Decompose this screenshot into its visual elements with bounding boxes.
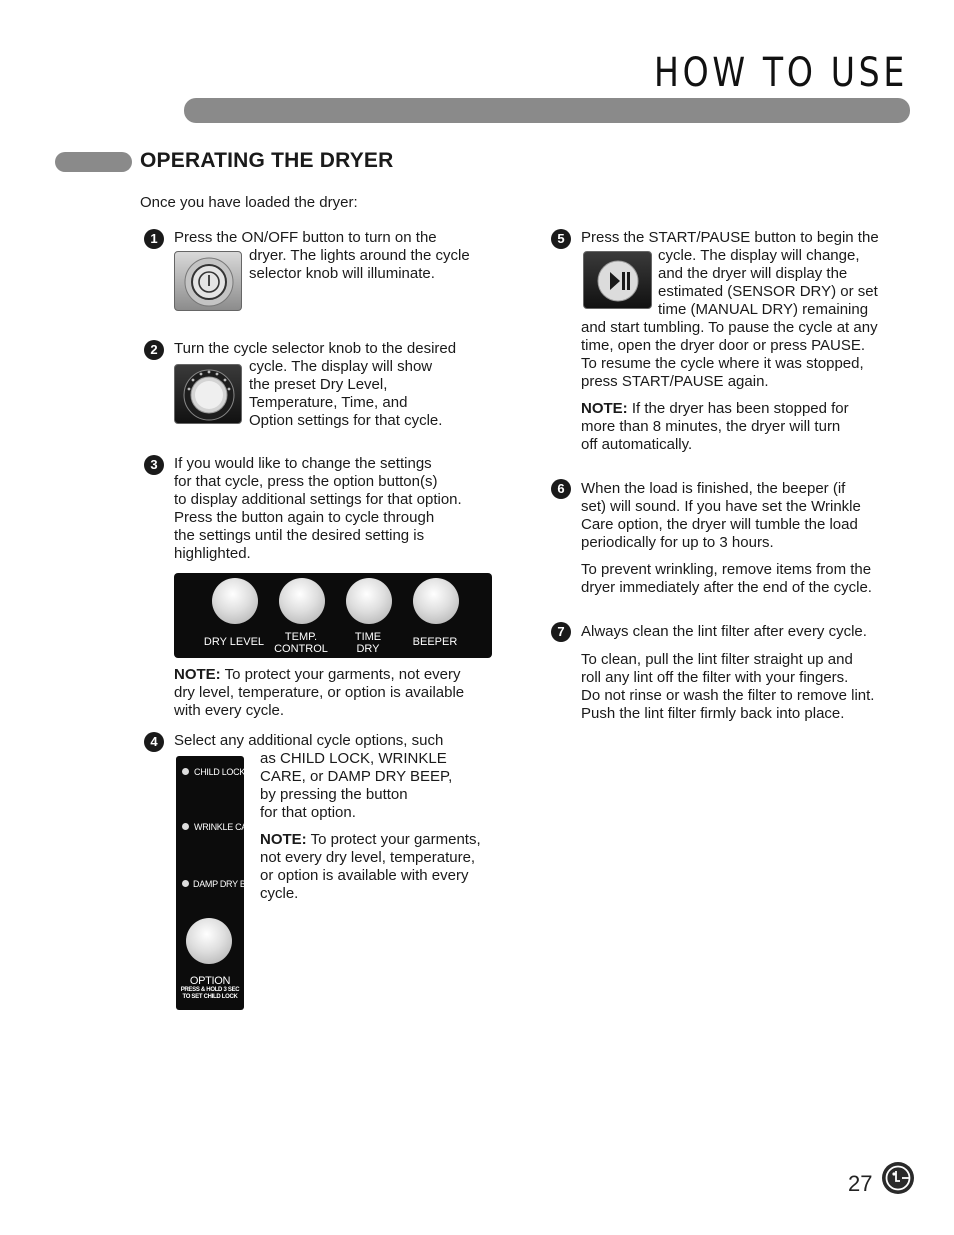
step-number-1: 1 [144,229,164,249]
step-number-6: 6 [551,479,571,499]
step-4-text: as CHILD LOCK, WRINKLE CARE, or DAMP DRY BEEP, by pressing the button for that option. [260,750,453,821]
power-button-image [174,251,242,311]
step-number-3: 3 [144,455,164,475]
child-lock-label: CHILD LOCK [194,767,246,777]
step-5-line-1: Press the START/PAUSE button to begin the [581,229,879,246]
step-number-7: 7 [551,622,571,642]
option-buttons-panel [174,573,492,658]
step-3-note: NOTE: To protect your garments, not every dry level, temperature, or option is available with every cycle. [174,666,465,719]
play-pause-icon [584,252,653,310]
time-dry-button [346,578,392,624]
section-title: OPERATING THE DRYER [140,149,394,172]
damp-dry-beep-label: DAMP DRY BEEP [193,879,263,889]
step-5-note: NOTE: If the dryer has been stopped for more than 8 minutes, the dryer will turn off automatically. [581,400,849,453]
step-1-text: dryer. The lights around the cycle selector knob will illuminate. [249,247,470,282]
step-7-instructions: To clean, pull the lint filter straight up and roll any lint off the filter with your fingers. Do not rinse or wash the filter to remove lint. Push the lint filter firmly back into place. [581,651,875,722]
step-number-5: 5 [551,229,571,249]
beeper-label: BEEPER [412,636,458,648]
wrinkle-care-indicator [182,823,189,830]
step-2-text: cycle. The display will show the preset Dry Level, Temperature, Time, and Option settings for that cycle. [249,358,443,429]
child-lock-hint: PRESS & HOLD 3 SEC TO SET CHILD LOCK [180,987,240,1000]
dry-level-button [212,578,258,624]
step-3-text: If you would like to change the settings for that cycle, press the option button(s) to display additional settings for that option. Press the button again to cycle through the settings until the desired setting is highlighted. [174,455,462,562]
time-dry-label: TIME DRY [354,631,382,655]
cycle-knob-image [174,364,242,424]
damp-dry-beep-indicator [182,880,189,887]
step-7-line-1: Always clean the lint filter after every cycle. [581,623,867,640]
step-5-text-b: and start tumbling. To pause the cycle at any time, open the dryer door or press PAUSE. To resume the cycle where it was stopped, press START/PAUSE again. [581,319,878,390]
temp-control-button [279,578,325,624]
page-number: 27 [848,1171,873,1196]
temp-control-label: TEMP. CONTROL [274,631,328,655]
step-4-note: NOTE: To protect your garments, not every dry level, temperature, or option is available with every cycle. [260,831,481,902]
step-1-line-1: Press the ON/OFF button to turn on the [174,229,437,246]
intro-text: Once you have loaded the dryer: [140,194,358,211]
wrinkle-care-label: WRINKLE CARE [194,822,259,832]
step-4-line-1: Select any additional cycle options, such [174,732,444,749]
step-6-text: When the load is finished, the beeper (if set) will sound. If you have set the Wrinkle Care option, the dryer will tumble the load periodically for up to 3 hours. [581,480,861,551]
option-button [186,918,232,964]
beeper-button [413,578,459,624]
power-icon [175,252,243,312]
section-marker [55,152,132,172]
lg-logo [882,1162,914,1194]
page-header-title: HOW TO USE [654,50,908,96]
start-pause-button-image [583,251,652,309]
step-number-2: 2 [144,340,164,360]
option-label: OPTION [189,975,231,987]
cycle-knob-icon [175,365,243,425]
child-lock-indicator [182,768,189,775]
lg-logo-icon [882,1162,914,1194]
step-5-text-a: cycle. The display will change, and the dryer will display the estimated (SENSOR DRY) or set time (MANUAL DRY) remaining [658,247,878,318]
dry-level-label: DRY LEVEL [203,636,265,648]
step-6-tip: To prevent wrinkling, remove items from the dryer immediately after the end of the cycle. [581,561,872,596]
header-bar [184,98,910,123]
step-2-line-1: Turn the cycle selector knob to the desired [174,340,457,357]
cycle-options-panel [176,756,263,1010]
step-number-4: 4 [144,732,164,752]
